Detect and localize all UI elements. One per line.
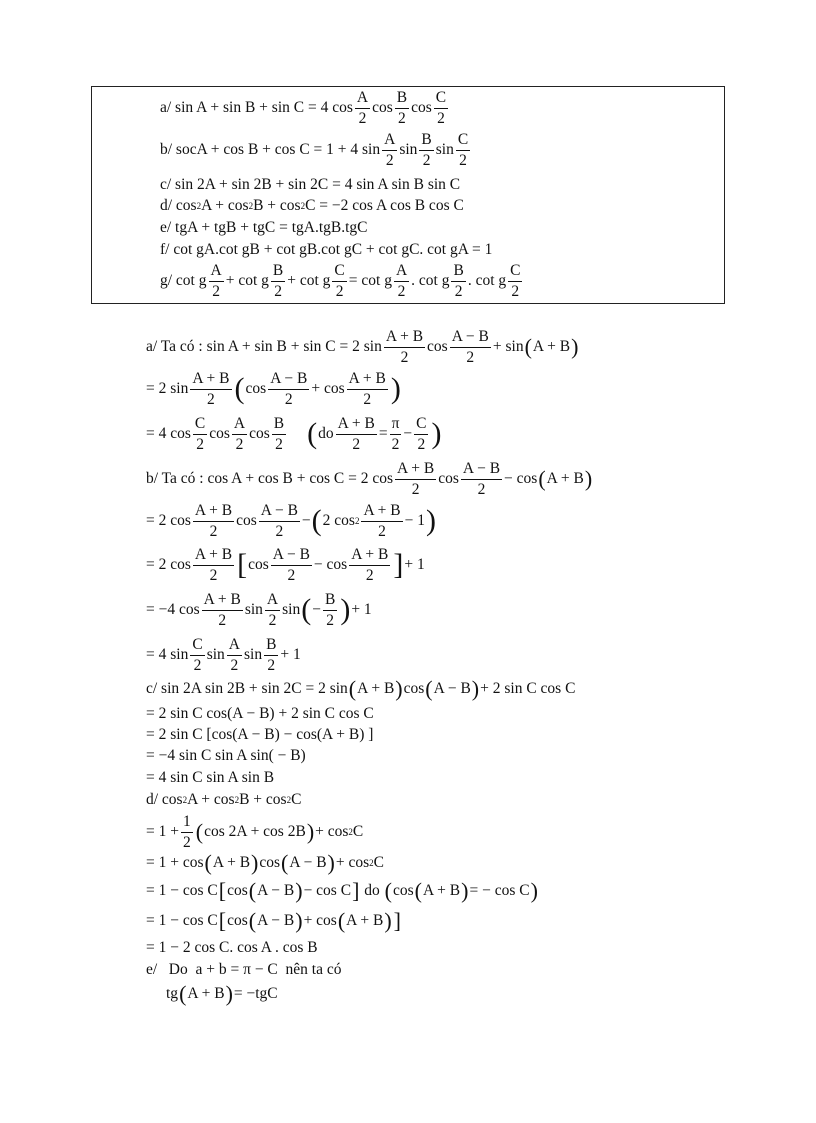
solution-b-line1: b/ Ta có : cos A + cos B + cos C = 2 cos $\frac{A + B}{2}$ cos $\frac{A - B}{2}$ − cos ( A + B ) — [146, 460, 593, 498]
solution-d-line2: = 1 + $\frac{1}{2}$ ( cos 2A + cos 2B ) + cos 2 C — [146, 813, 364, 851]
solution-c-line3: = 2 sin C [cos(A − B) − cos(A + B) ] — [146, 726, 374, 743]
identity-c: c/ sin 2A + sin 2B + sin 2C = 4 sin A sin B sin C — [160, 176, 461, 193]
identity-b: b/ socA + cos B + cos C = 1 + 4 sin $\frac{A}{2}$ sin $\frac{B}{2}$ sin $\frac{C}{2}$ — [160, 131, 469, 169]
solution-e-line2: tg ( A + B ) = −tgC — [166, 981, 278, 1006]
solution-a-line2: = 2 sin $\frac{A + B}{2}$ ( cos $\frac{A - B}{2}$ + cos $\frac{A + B}{2}$ ) — [146, 370, 401, 408]
identity-a: a/ sin A + sin B + sin C = 4 cos $\frac{A}{2}$ cos $\frac{B}{2}$ cos $\frac{C}{2}$ — [160, 89, 447, 127]
solution-d-line1: d/ cos 2 A + cos 2 B + cos 2 C — [146, 791, 302, 808]
solution-c-line4: = −4 sin C sin A sin( − B) — [146, 747, 306, 764]
identity-g: g/ cot g $\frac{A}{2}$ + cot g $\frac{B}{2}$ + cot g $\frac{C}{2}$ = cot g $\frac{A}{2}$ . cot g $\frac{B}{2}$ . cot g $\frac{C}{2}$ — [160, 262, 521, 300]
solution-d-line6: = 1 − 2 cos C. cos A . cos B — [146, 939, 318, 956]
solution-c-line1: c/ sin 2A sin 2B + sin 2C = 2 sin ( A + B ) cos ( A − B ) + 2 sin C cos C — [146, 676, 576, 701]
solution-d-line4: = 1 − cos C [ cos ( A − B ) − cos C ] do ( cos ( A + B ) = − cos C ) — [146, 878, 538, 903]
solution-b-line4: = −4 cos $\frac{A + B}{2}$ sin $\frac{A}{2}$ sin ( − $\frac{B}{2}$ ) + 1 — [146, 591, 372, 629]
solution-a-line1: a/ Ta có : sin A + sin B + sin C = 2 sin $\frac{A + B}{2}$ cos $\frac{A - B}{2}$ + sin ( A + B ) — [146, 328, 579, 366]
solution-d-line5: = 1 − cos C [ cos ( A − B ) + cos ( A + B ) ] — [146, 908, 401, 933]
solution-a-line3: = 4 cos $\frac{C}{2}$ cos $\frac{A}{2}$ cos $\frac{B}{2}$ ( do $\frac{A + B}{2}$ = $\frac{\pi}{2}$ − $\frac{C}{2}$ ) — [146, 415, 442, 453]
solution-c-line2: = 2 sin C cos(A − B) + 2 sin C cos C — [146, 705, 374, 722]
solution-e-line1: e/ Do a + b = π − C nên ta có — [146, 961, 342, 978]
identity-f: f/ cot gA.cot gB + cot gB.cot gC + cot gC. cot gA = 1 — [160, 241, 493, 258]
identity-e: e/ tgA + tgB + tgC = tgA.tgB.tgC — [160, 219, 368, 236]
solution-d-line3: = 1 + cos ( A + B ) cos ( A − B ) + cos 2 C — [146, 850, 384, 875]
solution-b-line3: = 2 cos $\frac{A + B}{2}$ [ cos $\frac{A - B}{2}$ − cos $\frac{A + B}{2}$ ] + 1 — [146, 546, 425, 584]
solution-c-line5: = 4 sin C sin A sin B — [146, 769, 275, 786]
solution-b-line2: = 2 cos $\frac{A + B}{2}$ cos $\frac{A - B}{2}$ − ( 2 cos 2 $\frac{A + B}{2}$ − 1 ) — [146, 502, 437, 540]
identity-d: d/ cos 2 A + cos 2 B + cos 2 C = −2 cos A cos B cos C — [160, 197, 464, 214]
solution-b-line5: = 4 sin $\frac{C}{2}$ sin $\frac{A}{2}$ sin $\frac{B}{2}$ + 1 — [146, 636, 301, 674]
